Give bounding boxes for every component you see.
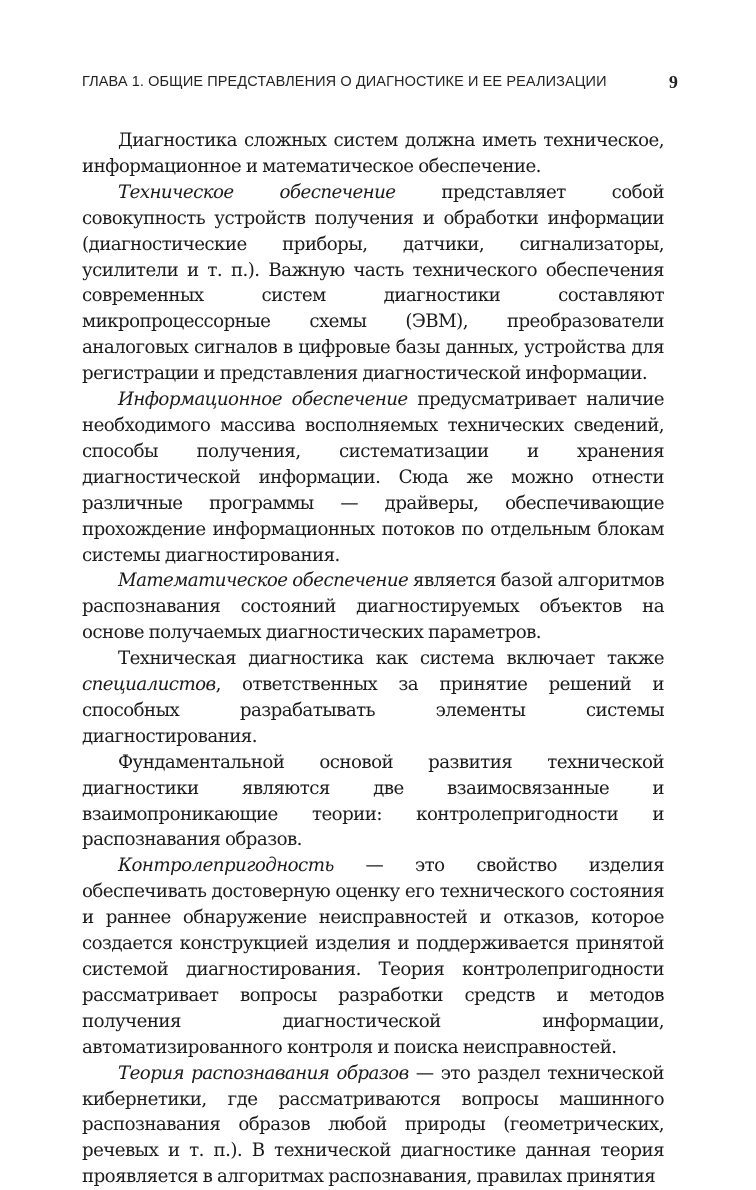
running-header [82, 72, 678, 92]
paragraph-intro [82, 128, 664, 180]
paragraph-text: — это свойство изделия обеспечивать достоверную оценку его технического состояния и раннее обнаружение неисправностей и отказов, которое создается конструкцией изделия и поддерживается принятой системой диагностирования. Теория контролепригодности рассматривает вопросы разработки средств и методов получения диагностической информации, автоматизированного контроля и поиска неисправностей. [82, 855, 664, 1058]
italic-term: Математическое обеспечение [118, 570, 409, 592]
paragraph-information-support [82, 387, 664, 568]
paragraph-text: Фундаментальной основой развития технической диагностики являются две взаимосвязанные и взаимопроникающие теории: контролепригодности и распознавания образов. [82, 751, 664, 851]
paragraph-technical-support [82, 180, 664, 387]
paragraph-text: представляет собой совокупность устройств получения и обработки информации (диагностические приборы, датчики, сигнализаторы, усилители и т. п.). Важную часть технического обеспечения современных систем диагностики составляют микропроцессорные схемы (ЭВМ), преобразователи аналоговых сигналов в цифровые базы данных, устройства для регистрации и представления диагностической информации. [82, 181, 665, 385]
chapter-title: ГЛАВА 1. ОБЩИЕ ПРЕДСТАВЛЕНИЯ О ДИАГНОСТИКЕ И ЕЕ РЕАЛИЗАЦИИ [82, 74, 607, 90]
paragraph-text: является базой алгоритмов распознавания состояний диагностируемых объектов на основе получаемых диагностических параметров. [82, 570, 665, 644]
paragraph-text: предусматривает наличие необходимого массива восполняемых технических сведений, способы получения, систематизации и хранения диагностической информации. Сюда же можно отнести различные программы — драйверы, обеспечивающие прохождение информационных потоков по отдельным блокам системы диагностирования. [82, 389, 664, 566]
paragraph-text: — это раздел технической кибернетики, где рассматриваются вопросы машинного распознавания образов любой природы (геометрических, речевых и т. п.). В технической диагностике данная теория проявляется в алгоритмах распознавания, правилах принятия [82, 1062, 665, 1188]
italic-term: специалистов [82, 674, 216, 696]
body-text [82, 128, 664, 1190]
italic-term: Контролепригодность [118, 855, 334, 877]
italic-term: Техническое обеспечение [118, 181, 396, 203]
paragraph-specialists [82, 646, 664, 750]
paragraph-math-support [82, 568, 664, 646]
paragraph-text-after: , ответственных за принятие решений и способных разрабатывать элементы системы диагностирования. [82, 674, 664, 747]
italic-term: Теория распознавания образов [118, 1062, 409, 1084]
italic-term: Информационное обеспечение [118, 389, 408, 411]
paragraph-pattern-recognition [82, 1061, 664, 1190]
page-number: 9 [668, 72, 678, 92]
paragraph-testability [82, 853, 664, 1060]
paragraph-fundamentals [82, 750, 664, 854]
paragraph-text: Диагностика сложных систем должна иметь техническое, информационное и математическое обеспечение. [82, 130, 664, 177]
paragraph-text: Техническая диагностика как система включает также [118, 648, 664, 670]
